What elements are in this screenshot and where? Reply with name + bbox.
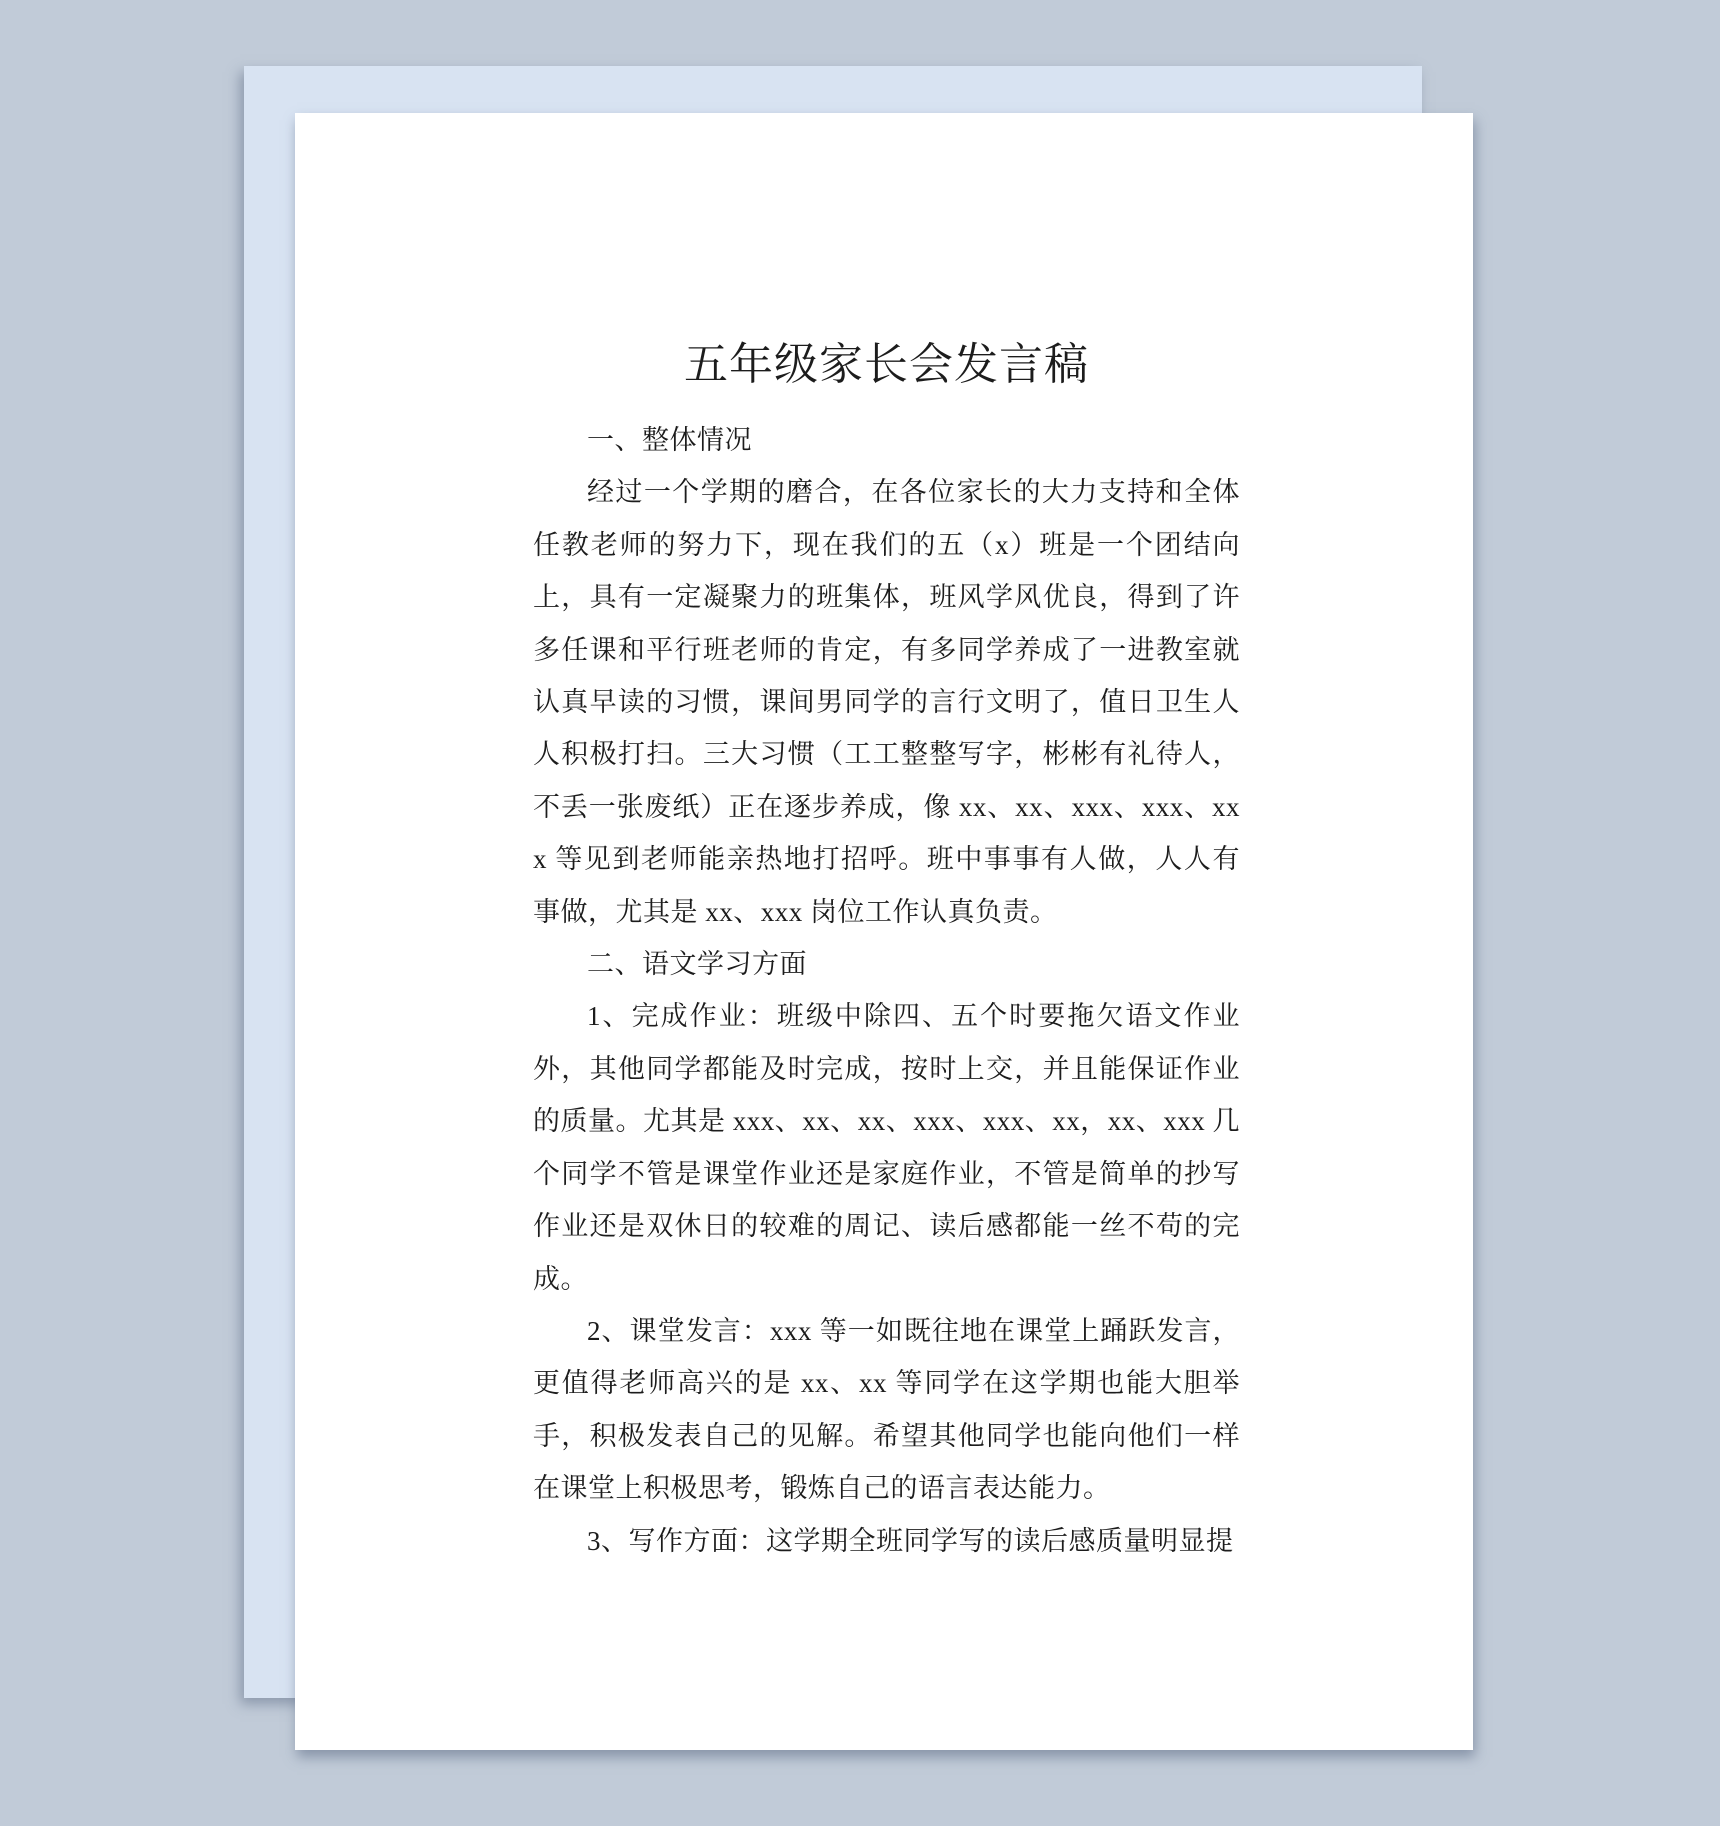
paragraph: 一、整体情况 [587,425,752,455]
document-page [295,113,1473,1750]
paragraph: 2、课堂发言：xxx 等一如既往地在课堂上踊跃发言，更值得老师高兴的是 xx、xx 等同学在这学期也能大胆举手，积极发表自己的见解。希望其他同学也能向他们一样在课堂上积极思考，锻炼自己的语言表达能力。 [533,1315,1240,1504]
paragraph: 3、写作方面：这学期全班同学写的读后感质量明显提 [587,1525,1234,1556]
paragraph: 经过一个学期的磨合，在各位家长的大力支持和全体任教老师的努力下，现在我们的五（x）班是一个团结向上，具有一定凝聚力的班集体，班风学风优良，得到了许多任课和平行班老师的肯定，有多同学养成了一进教室就认真早读的习惯，课间男同学的言行文明了，值日卫生人人积极打扫。三大习惯（工工整整写字，彬彬有礼待人，不丢一张废纸）正在逐步养成，像 xx、xx、xxx、xxx、xxx 等见到老师能亲热地打招呼。班中事事有人做，人人有事做，尤其是 xx、xxx 岗位工作认真负责。 [533,477,1240,927]
paragraph: 1、完成作业：班级中除四、五个时要拖欠语文作业外，其他同学都能及时完成，按时上交，并且能保证作业的质量。尤其是 xxx、xx、xx、xxx、xxx、xx，xx、xxx 几个同学不管是课堂作业还是家庭作业，不管是简单的抄写作业还是双休日的较难的周记、读后感都能一丝不苟的完成。 [533,1001,1240,1294]
paragraph: 二、语文学习方面 [587,949,807,980]
page-content [295,113,1473,1750]
document-body [533,414,1240,1567]
document-title: 五年级家长会发言稿 [684,340,1089,389]
